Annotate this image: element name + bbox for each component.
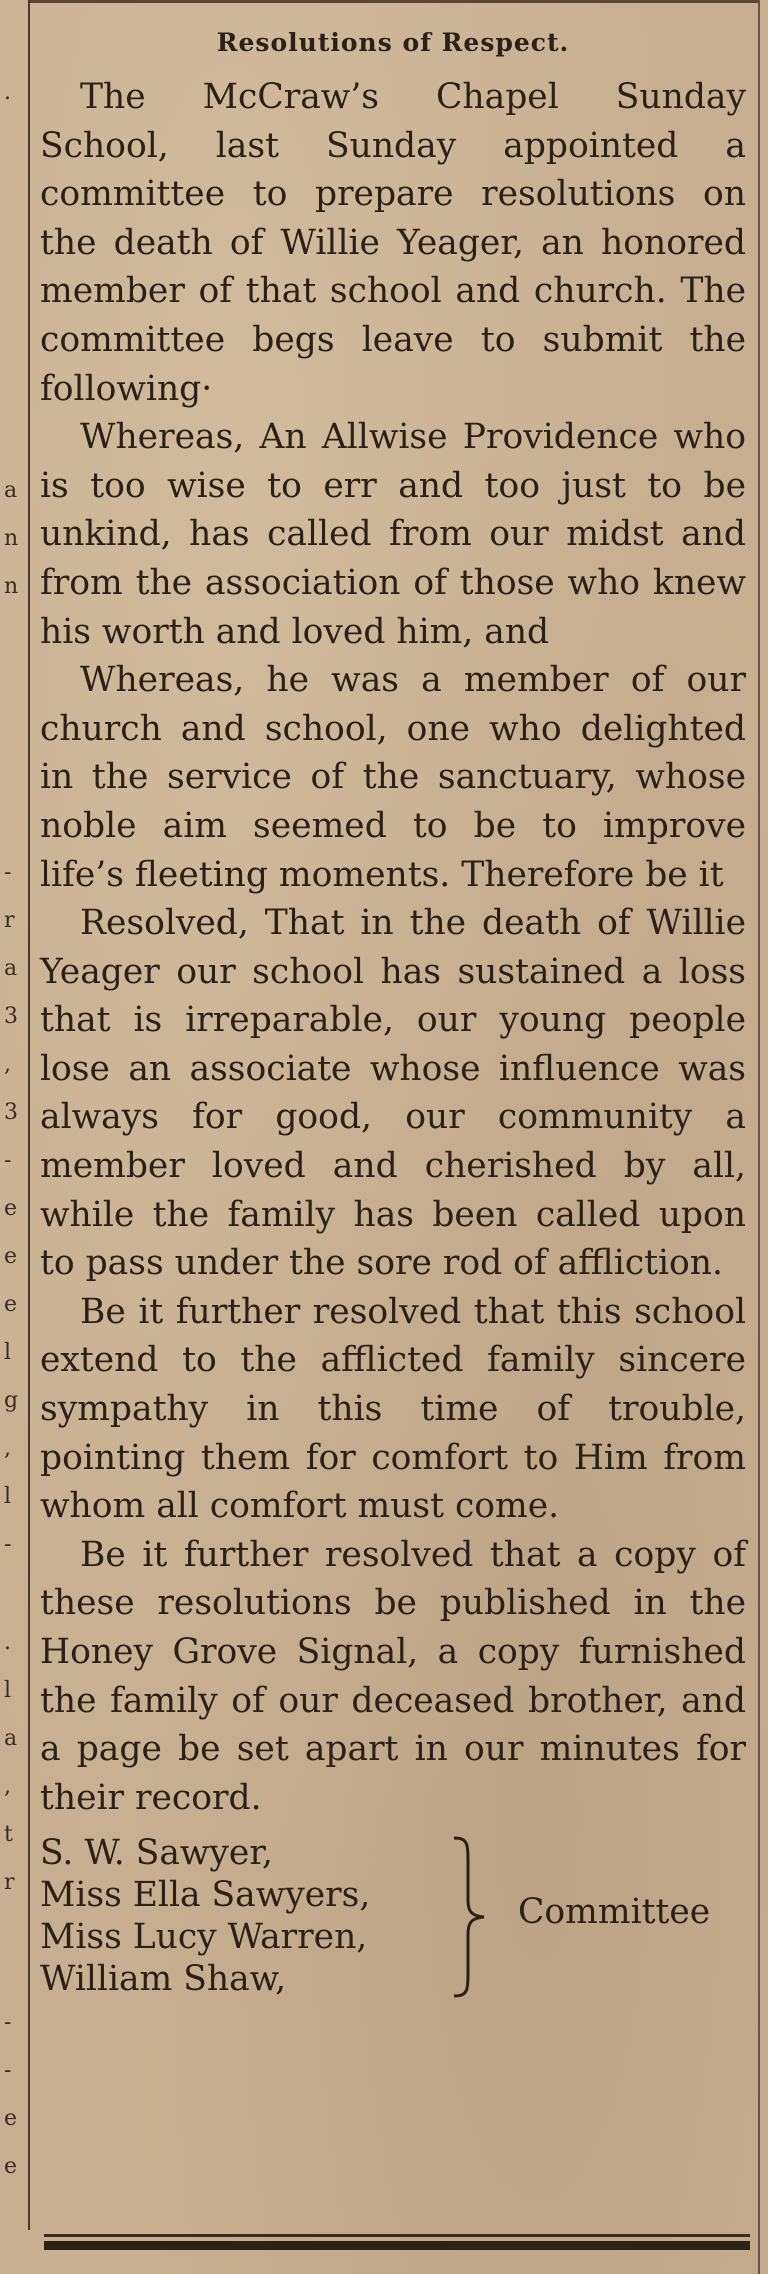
margin-fragment: e <box>4 1244 18 1269</box>
article-paragraph: Be it further resolved that a copy of these resolutions be published in the Honey Grove Signal, a copy furnished the family of our deceased brother, and a page be set apart in our minutes for their record. <box>40 1534 746 1818</box>
margin-fragment: r <box>4 908 15 933</box>
article-paragraph: Be it further resolved that this school extend to the afflicted family sincere sympathy in this time of trouble, pointing them for comfort to Him from whom all comfort must come. <box>40 1291 746 1527</box>
margin-fragment: , <box>4 1052 11 1077</box>
margin-fragment: . <box>4 1630 11 1655</box>
margin-fragment: - <box>4 1148 12 1173</box>
brace-icon <box>450 1834 490 2000</box>
margin-fragment: g <box>4 1388 19 1413</box>
margin-fragment: . <box>4 80 11 105</box>
margin-fragment: l <box>4 1340 12 1365</box>
left-margin-fragments <box>0 0 26 2274</box>
article-headline: Resolutions of Respect. <box>216 28 570 57</box>
margin-fragment: n <box>4 574 19 599</box>
signatory: Miss Ella Sawyers, <box>40 1875 371 1916</box>
article-paragraph: The McCraw’s Chapel Sunday School, last Sunday appointed a committee to prepare resolutions on the death of Willie Yeager, an honored member of that school and church. The committee begs leave to submit the following· <box>40 77 746 409</box>
margin-fragment: a <box>4 956 18 981</box>
committee-label: Committee <box>518 1892 711 1933</box>
margin-fragment: , <box>4 1436 11 1461</box>
top-rule <box>30 0 758 3</box>
margin-fragment: l <box>4 1678 12 1703</box>
article-paragraph: Whereas, An Allwise Providence who is too wise to err and too just to be unkind, has called from our midst and from the association of those who knew his worth and loved him, and <box>40 417 746 652</box>
margin-fragment: e <box>4 2154 18 2179</box>
margin-fragment: - <box>4 860 12 885</box>
margin-fragment: 3 <box>4 1100 18 1125</box>
article-paragraph: Resolved, That in the death of Willie Yeager our school has sustained a loss that is irreparable, our young people lose an associate whose influence was always for good, our community a member loved and cherished by all, while the family has been called upon to pass under the sore rod of affliction. <box>40 903 746 1284</box>
signatory: Miss Lucy Warren, <box>40 1917 368 1958</box>
margin-fragment: a <box>4 1726 18 1751</box>
margin-fragment: , <box>4 1774 11 1799</box>
margin-fragment: - <box>4 2058 12 2083</box>
signatory-list <box>40 1832 370 2000</box>
margin-fragment: e <box>4 1196 18 1221</box>
article-paragraph: Whereas, he was a member of our church and school, one who delighted in the service of the sanctuary, whose noble aim seemed to be to improve life’s fleeting moments. Therefore be it <box>40 660 746 895</box>
margin-fragment: - <box>4 2010 12 2035</box>
signatory: S. W. Sawyer, <box>40 1833 274 1874</box>
margin-fragment: e <box>4 1292 18 1317</box>
article-column <box>40 18 746 2002</box>
margin-fragment: l <box>4 1484 12 1509</box>
column-rule-left <box>28 0 30 2230</box>
signatory: William Shaw, <box>40 1959 287 2000</box>
bottom-rule-thin <box>44 2234 750 2237</box>
margin-fragment: 3 <box>4 1004 18 1029</box>
signature-block <box>40 1832 746 2002</box>
margin-fragment: r <box>4 1870 15 1895</box>
margin-fragment: n <box>4 526 19 551</box>
bottom-rule-thick <box>44 2241 750 2250</box>
margin-fragment: e <box>4 2106 18 2131</box>
margin-fragment: t <box>4 1822 13 1847</box>
margin-fragment: a <box>4 478 18 503</box>
margin-fragment: - <box>4 1532 12 1557</box>
column-rule-right <box>758 0 760 2274</box>
